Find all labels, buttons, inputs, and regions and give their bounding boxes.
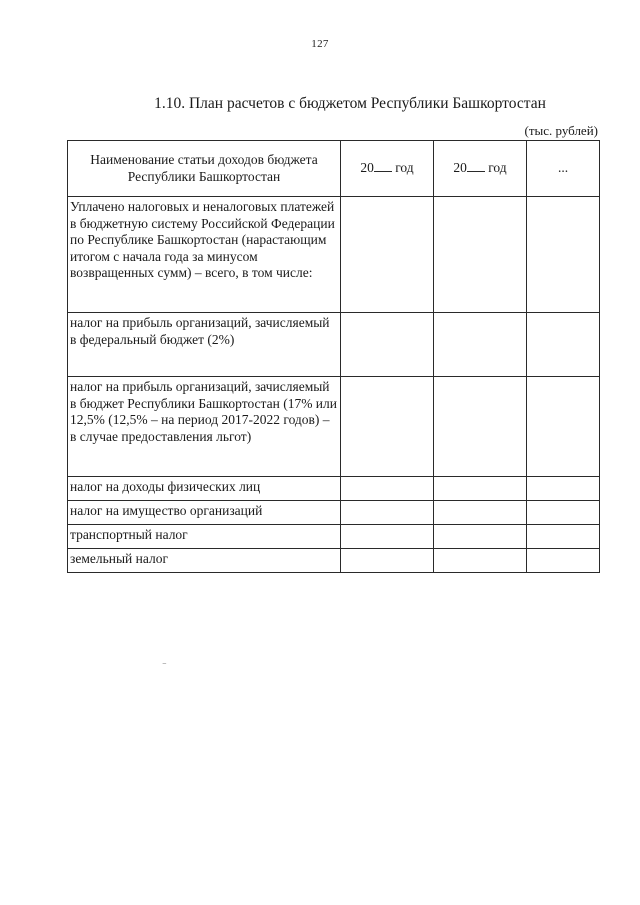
header-year-1-prefix: 20 bbox=[360, 160, 374, 176]
table-cell bbox=[341, 197, 434, 313]
table-cell bbox=[527, 549, 600, 573]
table-row bbox=[68, 525, 600, 549]
table-cell bbox=[434, 525, 527, 549]
header-year-2-prefix: 20 bbox=[453, 160, 467, 176]
table-cell bbox=[434, 377, 527, 477]
table-row bbox=[68, 313, 600, 377]
budget-settlement-table bbox=[67, 140, 600, 573]
table-cell bbox=[341, 525, 434, 549]
table-row bbox=[68, 549, 600, 573]
table-cell bbox=[341, 377, 434, 477]
page-number: 127 bbox=[311, 38, 329, 50]
row-label: налог на имущество организаций bbox=[68, 501, 341, 525]
year-blank-underline bbox=[374, 160, 392, 172]
table-cell bbox=[434, 501, 527, 525]
row-label: транспортный налог bbox=[68, 525, 341, 549]
header-year-2-suffix: год bbox=[488, 160, 507, 176]
header-item-name bbox=[68, 141, 341, 197]
table-cell bbox=[434, 549, 527, 573]
table-cell bbox=[434, 197, 527, 313]
table-cell bbox=[527, 525, 600, 549]
row-label: налог на прибыль организаций, зачисляемый в бюджет Республики Башкортостан (17% или 12,5% (12,5% – на период 2017-2022 годов) – в случае предоставления льгот) bbox=[68, 377, 341, 477]
year-blank-underline bbox=[467, 160, 485, 172]
table-cell bbox=[527, 477, 600, 501]
row-label: налог на доходы физических лиц bbox=[68, 477, 341, 501]
table-row bbox=[68, 501, 600, 525]
header-year-1-suffix: год bbox=[395, 160, 414, 176]
row-label: земельный налог bbox=[68, 549, 341, 573]
table-cell bbox=[341, 501, 434, 525]
table-cell bbox=[527, 501, 600, 525]
table-cell bbox=[341, 313, 434, 377]
units-label: (тыс. рублей) bbox=[524, 123, 598, 138]
table-row bbox=[68, 377, 600, 477]
table-cell bbox=[434, 313, 527, 377]
row-label: налог на прибыль организаций, зачисляемый в федеральный бюджет (2%) bbox=[68, 313, 341, 377]
scan-speck: ⁻ bbox=[162, 660, 167, 670]
table-row bbox=[68, 477, 600, 501]
header-item-name-text: Наименование статьи доходов бюджета Республики Башкортостан bbox=[90, 152, 318, 184]
table-header-row bbox=[68, 141, 600, 197]
table-cell bbox=[527, 313, 600, 377]
section-title: 1.10. План расчетов с бюджетом Республики Башкортостан bbox=[154, 95, 546, 112]
table-cell bbox=[341, 549, 434, 573]
table-cell bbox=[341, 477, 434, 501]
table-cell bbox=[434, 477, 527, 501]
table-row bbox=[68, 197, 600, 313]
table-cell bbox=[527, 377, 600, 477]
header-more-columns: ... bbox=[527, 141, 600, 197]
header-year-2 bbox=[434, 141, 527, 197]
header-year-1 bbox=[341, 141, 434, 197]
row-label: Уплачено налоговых и неналоговых платежей в бюджетную систему Российской Федерации по Республике Башкортостан (нарастающим итогом с начала года за минусом возвращенных сумм) – всего, в том числе: bbox=[68, 197, 341, 313]
table-cell bbox=[527, 197, 600, 313]
